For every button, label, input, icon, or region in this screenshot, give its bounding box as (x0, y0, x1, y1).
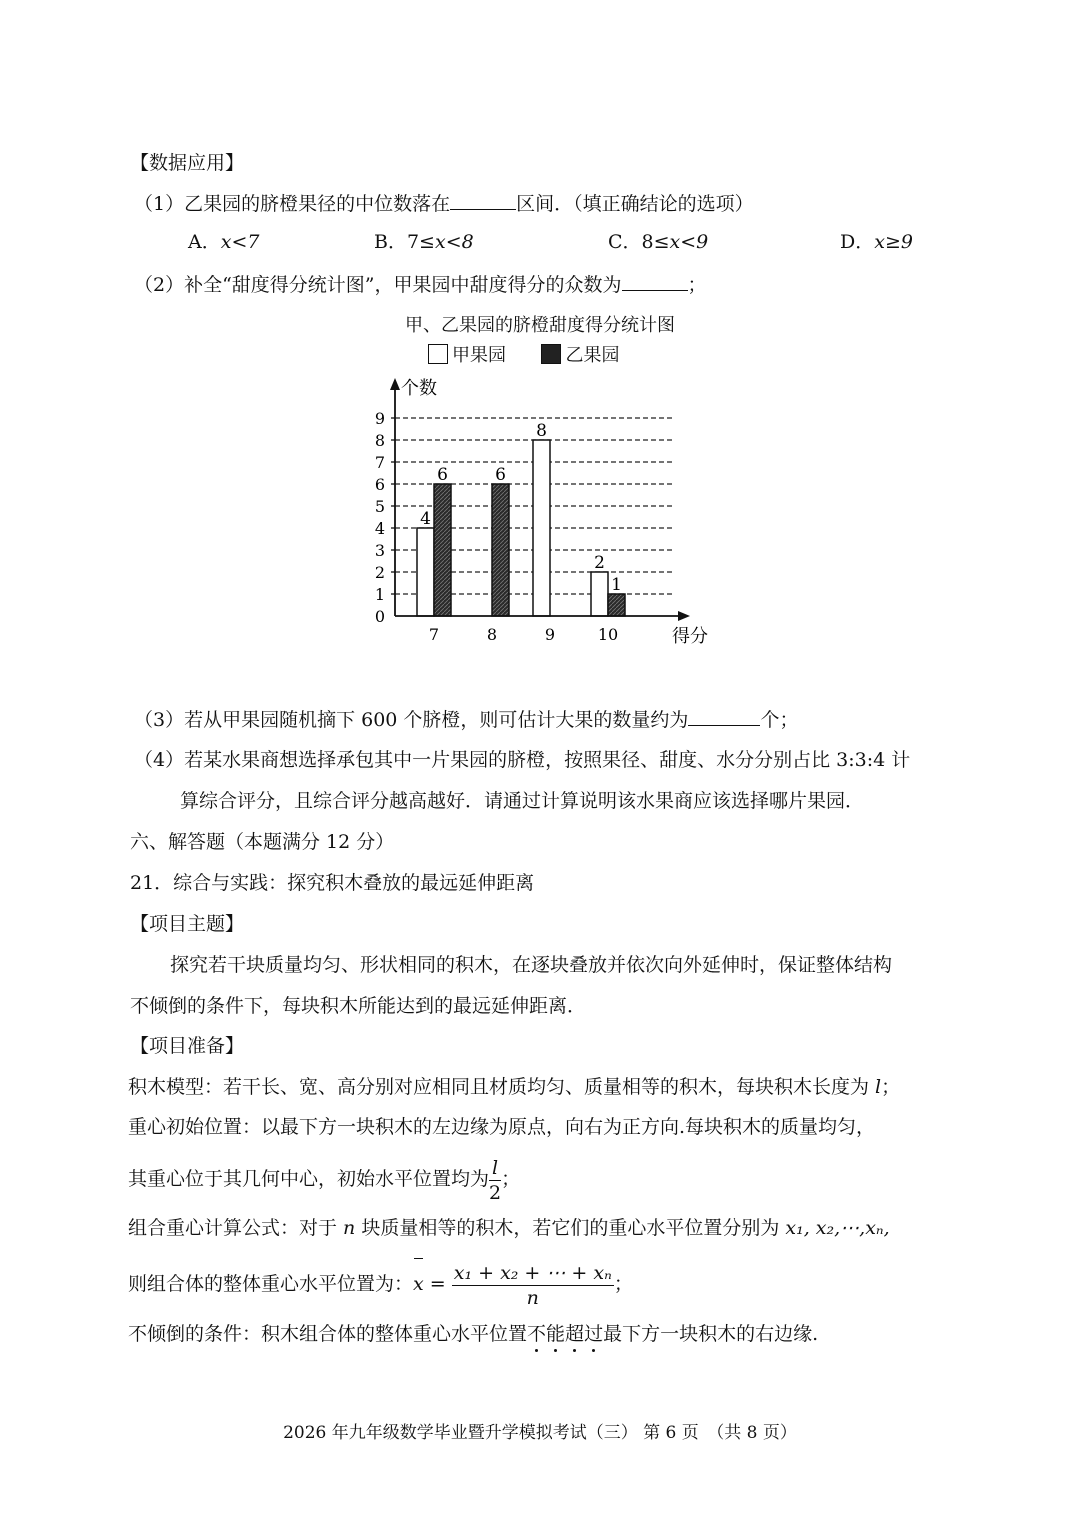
x-tick-label: 10 (597, 625, 619, 644)
q3-prefix: （3）若从甲果园随机摘下 600 个脐橙，则可估计大果的数量约为 (134, 709, 689, 731)
prep-model-line (128, 1074, 900, 1100)
q3-suffix: 个； (760, 709, 799, 731)
fraction-l-over-2 (489, 1156, 501, 1205)
prep-model-var: l (875, 1076, 882, 1098)
fraction-numerator: l (489, 1156, 501, 1181)
formula-vars: x₁, x₂,⋯,xₙ, (785, 1217, 890, 1239)
option-b-value: x<8 (434, 231, 474, 253)
q1-answer-blank[interactable] (450, 189, 516, 210)
mean-formula-fraction (452, 1261, 614, 1310)
q1-option-d (840, 229, 913, 255)
x-tick-label: 7 (428, 625, 440, 644)
formula-equals: = (423, 1273, 452, 1295)
project-theme-heading: 【项目主题】 (130, 913, 245, 935)
option-d-value: x≥9 (874, 231, 913, 253)
formula-intro-text: 组合重心计算公式：对于 (128, 1217, 344, 1239)
y-tick-label: 6 (374, 475, 385, 494)
y-tick-label: 4 (374, 519, 385, 538)
y-tick-label: 7 (374, 453, 385, 472)
prep-cog-text: 其重心位于其几何中心，初始水平位置均为 (128, 1168, 490, 1190)
q1-option-a (188, 229, 259, 255)
x-tick-label: 8 (486, 625, 498, 644)
bar-jia (417, 528, 434, 616)
condition-suffix: 最下方一块积木的右边缘. (603, 1323, 819, 1345)
q2-suffix: ； (687, 274, 707, 296)
q1-prefix: （1）乙果园的脐橙果径的中位数落在 (134, 193, 451, 215)
y-tick-label: 2 (374, 563, 385, 582)
question-4-line-2: 算综合评分，且综合评分越高越好．请通过计算说明该水果商应该选择哪片果园． (180, 790, 865, 812)
y-tick-label: 5 (374, 497, 385, 516)
bar-data-label: 8 (536, 421, 547, 441)
bar-yi (492, 484, 509, 616)
formula-end: ； (613, 1273, 633, 1295)
x-bar-symbol: x (413, 1256, 424, 1312)
legend-swatch-yi (541, 344, 561, 364)
emphasis-char: 能 (546, 1323, 566, 1345)
chart-legend (428, 343, 619, 369)
option-c-value: x<9 (669, 231, 709, 253)
chart-title: 甲、乙果园的脐橙甜度得分统计图 (405, 315, 675, 336)
section-heading-data-application: 【数据应用】 (130, 152, 245, 174)
y-tick-label: 3 (374, 541, 385, 560)
formula-n: n (343, 1217, 356, 1239)
question-3 (134, 705, 798, 733)
bar-yi (608, 594, 625, 616)
y-axis-arrow (390, 378, 400, 390)
x-axis-label: 得分 (672, 626, 708, 647)
option-a-label: A． (188, 231, 221, 253)
y-axis-label: 个数 (401, 378, 437, 399)
legend-swatch-jia (428, 344, 448, 364)
mean-numerator: x₁ + x₂ + ⋯ + xₙ (453, 1261, 612, 1284)
q1-suffix: 区间．（填正确结论的选项） (516, 193, 754, 215)
option-d-label: D． (840, 231, 875, 253)
emphasis-char: 超 (565, 1323, 585, 1345)
emphasis-char: 过 (584, 1323, 604, 1345)
bar-jia (591, 572, 608, 616)
prep-model-text: 积木模型：若干长、宽、高分别对应相同且材质均匀、质量相等的积木，每块积木长度为 (128, 1076, 876, 1098)
formula-line-text: 则组合体的整体重心水平位置为： (128, 1273, 414, 1295)
bar-yi (434, 484, 451, 616)
prep-model-end: ； (881, 1076, 901, 1098)
mean-denominator: n (526, 1286, 539, 1309)
q2-answer-blank[interactable] (622, 270, 688, 291)
prep-cog-line-1: 重心初始位置：以最下方一块积木的左边缘为原点，向右为正方向.每块积木的质量均匀， (128, 1116, 876, 1138)
x-tick-label: 9 (544, 625, 556, 644)
prep-cog-end: ； (501, 1168, 521, 1190)
formula-line (128, 1256, 633, 1312)
question-21-title: 21．综合与实践：探究积木叠放的最远延伸距离 (130, 872, 535, 894)
bar-data-label: 4 (420, 509, 431, 529)
y-tick-label: 9 (374, 409, 385, 428)
sweetness-bar-chart (360, 372, 720, 662)
formula-intro-text-2: 块质量相等的积木，若它们的重心水平位置分别为 (355, 1217, 786, 1239)
y-tick-label: 0 (374, 607, 385, 626)
condition-prefix: 不倾倒的条件：积木组合体的整体重心水平位置 (128, 1323, 528, 1345)
project-prep-heading: 【项目准备】 (130, 1035, 245, 1057)
page-footer: 2026 年九年级数学毕业暨升学模拟考试（三） 第 6 页 （共 8 页） (283, 1423, 797, 1443)
bar-data-label: 1 (611, 575, 622, 595)
option-c-label: C．8≤ (608, 231, 670, 253)
project-theme-line-1: 探究若干块质量均匀、形状相同的积木，在逐块叠放并依次向外延伸时，保证整体结构 (170, 954, 893, 976)
fraction-denominator: 2 (489, 1181, 502, 1204)
prep-cog-line-2 (128, 1152, 520, 1206)
question-1 (134, 189, 754, 217)
section-6-heading: 六、解答题（本题满分 12 分） (130, 831, 395, 853)
q1-option-c (608, 229, 708, 255)
bar-data-label: 6 (495, 465, 506, 485)
option-b-label: B．7≤ (374, 231, 435, 253)
y-tick-label: 8 (374, 431, 385, 450)
question-2 (134, 270, 707, 298)
legend-label-jia: 甲果园 (452, 345, 506, 366)
bar-data-label: 6 (437, 465, 448, 485)
question-4-line-1: （4）若某水果商想选择承包其中一片果园的脐橙，按照果径、甜度、水分分别占比 3:3:4 计 (134, 749, 911, 771)
no-topple-condition (128, 1321, 818, 1347)
x-axis-arrow (678, 611, 690, 621)
legend-label-yi: 乙果园 (565, 345, 620, 366)
formula-intro-line (128, 1215, 890, 1241)
emphasis-char: 不 (527, 1323, 547, 1345)
project-theme-line-2: 不倾倒的条件下，每块积木所能达到的最远延伸距离． (130, 995, 587, 1017)
option-a-value: x<7 (220, 231, 260, 253)
q3-answer-blank[interactable] (688, 705, 760, 726)
q1-option-b (374, 229, 474, 255)
bar-jia (533, 440, 550, 616)
q2-prefix: （2）补全“甜度得分统计图”，甲果园中甜度得分的众数为 (134, 274, 622, 296)
bar-data-label: 2 (594, 553, 605, 573)
y-tick-label: 1 (374, 585, 385, 604)
